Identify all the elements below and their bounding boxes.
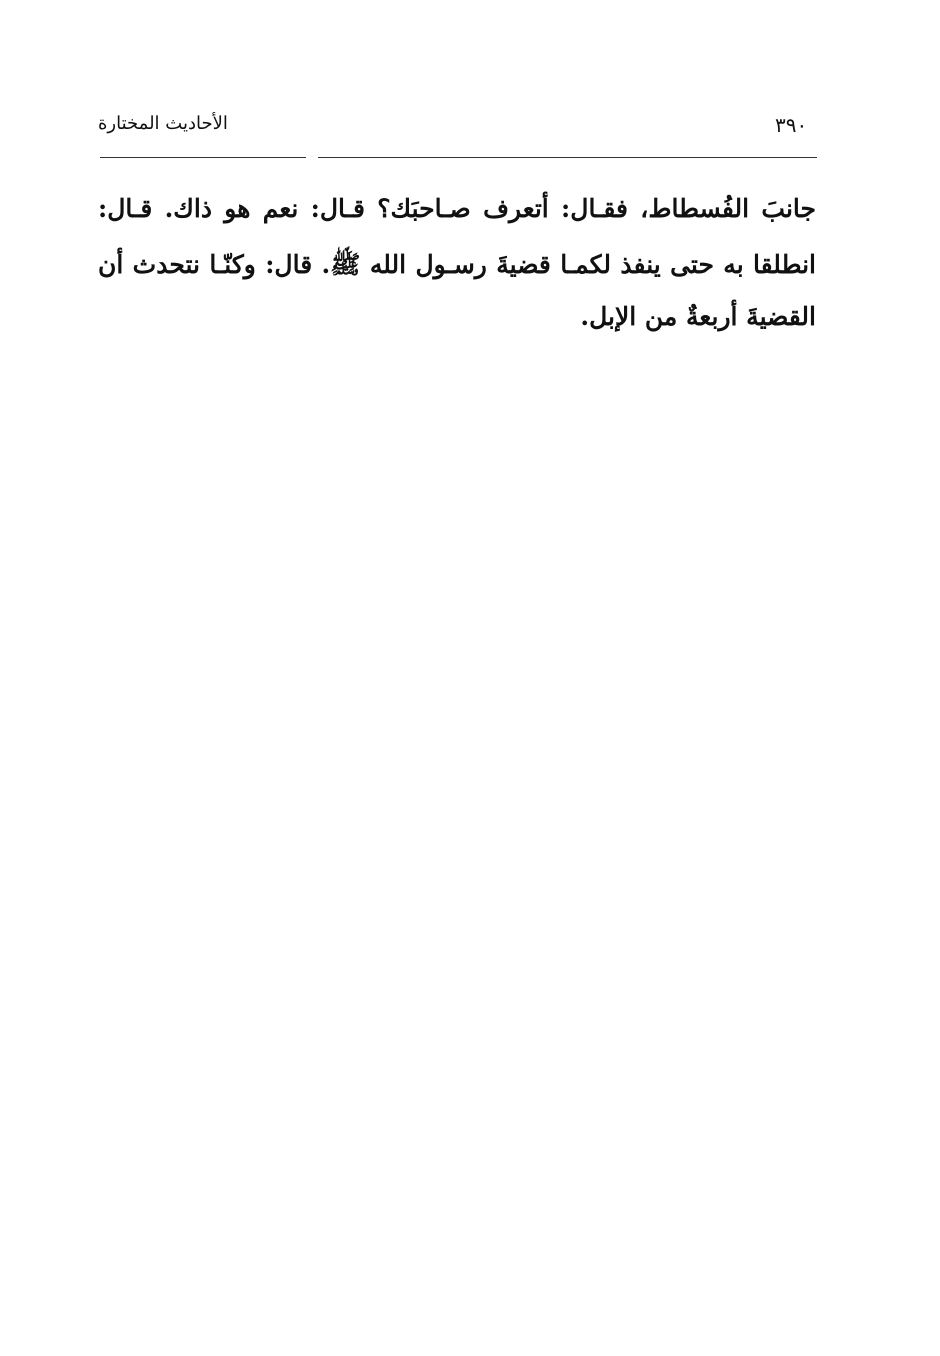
body-text-line: القضيةَ أربعةٌ من الإبل. <box>580 302 816 331</box>
header-rule-right <box>318 157 817 158</box>
body-text-line: انطلقا به حتى ينفذ لكمـا قضيةَ رسـول الله ﷺ. قال: وكنّـا نتحدث أن <box>98 250 816 279</box>
body-text-line: جانبَ الفُسطاط، فقـال: أتعرف صـاحبَك؟ قـال: نعم هو ذاك. قـال: <box>98 194 816 223</box>
running-header-title: الأحاديث المختارة <box>98 113 228 134</box>
page-number: ٣٩٠ <box>775 113 808 137</box>
header-rule-left <box>100 157 306 158</box>
